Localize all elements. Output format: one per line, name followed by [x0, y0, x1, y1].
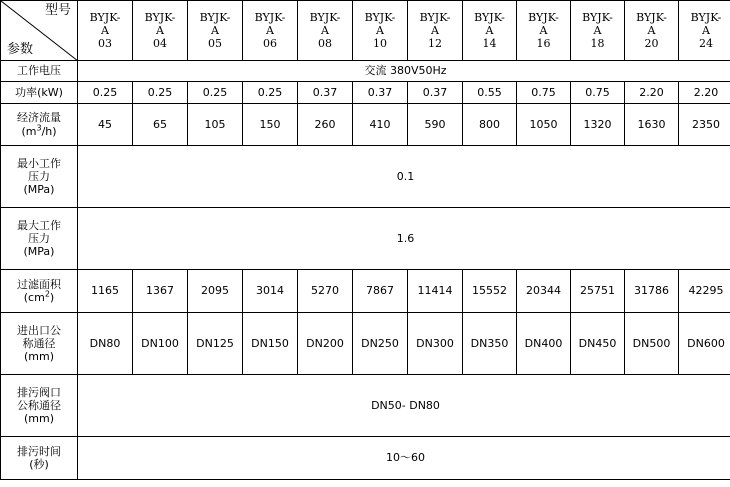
max-pressure-label: 最大工作 压力 (MPa)	[1, 208, 78, 270]
power-row	[1, 82, 730, 104]
inlet-outlet-value: DN80	[78, 313, 133, 375]
inlet-outlet-value: DN125	[188, 313, 243, 375]
filter-area-value: 1165	[78, 270, 133, 313]
inlet-outlet-value: DN500	[625, 313, 679, 375]
voltage-row	[1, 61, 730, 82]
min-pressure-label: 最小工作 压力 (MPa)	[1, 146, 78, 208]
filter-area-value: 20344	[517, 270, 571, 313]
filter-area-value: 2095	[188, 270, 243, 313]
filter-area-value: 3014	[243, 270, 298, 313]
flow-value: 65	[133, 104, 188, 146]
filter-area-label: 过滤面积 $(cm^2)$	[1, 270, 78, 313]
power-value: 0.25	[133, 82, 188, 104]
power-label: 功率(kW)	[1, 82, 78, 104]
inlet-outlet-value: DN250	[353, 313, 408, 375]
voltage-label: 工作电压	[1, 61, 78, 82]
drain-time-row	[1, 437, 730, 480]
filter-area-value: 5270	[298, 270, 353, 313]
filter-area-value: 42295	[679, 270, 730, 313]
power-value: 0.55	[463, 82, 517, 104]
max-pressure-row	[1, 208, 730, 270]
inlet-outlet-value: DN200	[298, 313, 353, 375]
filter-area-value: 7867	[353, 270, 408, 313]
flow-value: 2350	[679, 104, 730, 146]
power-value: 2.20	[679, 82, 730, 104]
flow-value: 800	[463, 104, 517, 146]
filter-area-row	[1, 270, 730, 313]
model-header: BYJK- A 20	[625, 1, 679, 61]
power-value: 0.37	[298, 82, 353, 104]
inlet-outlet-row	[1, 313, 730, 375]
flow-value: 590	[408, 104, 463, 146]
model-header: BYJK- A 05	[188, 1, 243, 61]
inlet-outlet-value: DN600	[679, 313, 730, 375]
min-pressure-value: 0.1	[78, 146, 730, 208]
flow-value: 150	[243, 104, 298, 146]
filter-area-value: 15552	[463, 270, 517, 313]
inlet-outlet-label: 进出口公 称通径 (mm)	[1, 313, 78, 375]
corner-param-label: 参数	[7, 42, 34, 58]
model-header: BYJK- A 14	[463, 1, 517, 61]
inlet-outlet-value: DN450	[571, 313, 625, 375]
model-header: BYJK- A 04	[133, 1, 188, 61]
inlet-outlet-value: DN300	[408, 313, 463, 375]
model-header: BYJK- A 12	[408, 1, 463, 61]
flow-value: 105	[188, 104, 243, 146]
inlet-outlet-value: DN350	[463, 313, 517, 375]
power-value: 0.25	[243, 82, 298, 104]
drain-valve-row	[1, 375, 730, 437]
model-header: BYJK- A 10	[353, 1, 408, 61]
flow-label: 经济流量 $(m^3/h)$	[1, 104, 78, 146]
corner-cell	[1, 1, 78, 61]
flow-row	[1, 104, 730, 146]
filter-area-value: 25751	[571, 270, 625, 313]
filter-area-value: 1367	[133, 270, 188, 313]
model-header: BYJK- A 03	[78, 1, 133, 61]
flow-value: 45	[78, 104, 133, 146]
drain-valve-value: DN50- DN80	[78, 375, 730, 437]
inlet-outlet-value: DN150	[243, 313, 298, 375]
flow-value: 410	[353, 104, 408, 146]
drain-time-label: 排污时间 (秒)	[1, 437, 78, 480]
power-value: 2.20	[625, 82, 679, 104]
voltage-value: 交流 380V50Hz	[78, 61, 730, 82]
model-header: BYJK- A 08	[298, 1, 353, 61]
model-header: BYJK- A 24	[679, 1, 730, 61]
inlet-outlet-value: DN400	[517, 313, 571, 375]
corner-model-label: 型号	[44, 3, 71, 18]
model-header: BYJK- A 18	[571, 1, 625, 61]
power-value: 0.25	[188, 82, 243, 104]
header-row	[1, 1, 730, 61]
inlet-outlet-value: DN100	[133, 313, 188, 375]
filter-area-value: 11414	[408, 270, 463, 313]
power-value: 0.37	[408, 82, 463, 104]
flow-value: 260	[298, 104, 353, 146]
power-value: 0.37	[353, 82, 408, 104]
max-pressure-value: 1.6	[78, 208, 730, 270]
model-header: BYJK- A 16	[517, 1, 571, 61]
power-value: 0.75	[517, 82, 571, 104]
filter-area-value: 31786	[625, 270, 679, 313]
flow-value: 1050	[517, 104, 571, 146]
flow-value: 1320	[571, 104, 625, 146]
min-pressure-row	[1, 146, 730, 208]
power-value: 0.75	[571, 82, 625, 104]
power-value: 0.25	[78, 82, 133, 104]
model-header: BYJK- A 06	[243, 1, 298, 61]
flow-value: 1630	[625, 104, 679, 146]
drain-time-value: 10～60	[78, 437, 730, 480]
drain-valve-label: 排污阀口 公称通径 (mm)	[1, 375, 78, 437]
